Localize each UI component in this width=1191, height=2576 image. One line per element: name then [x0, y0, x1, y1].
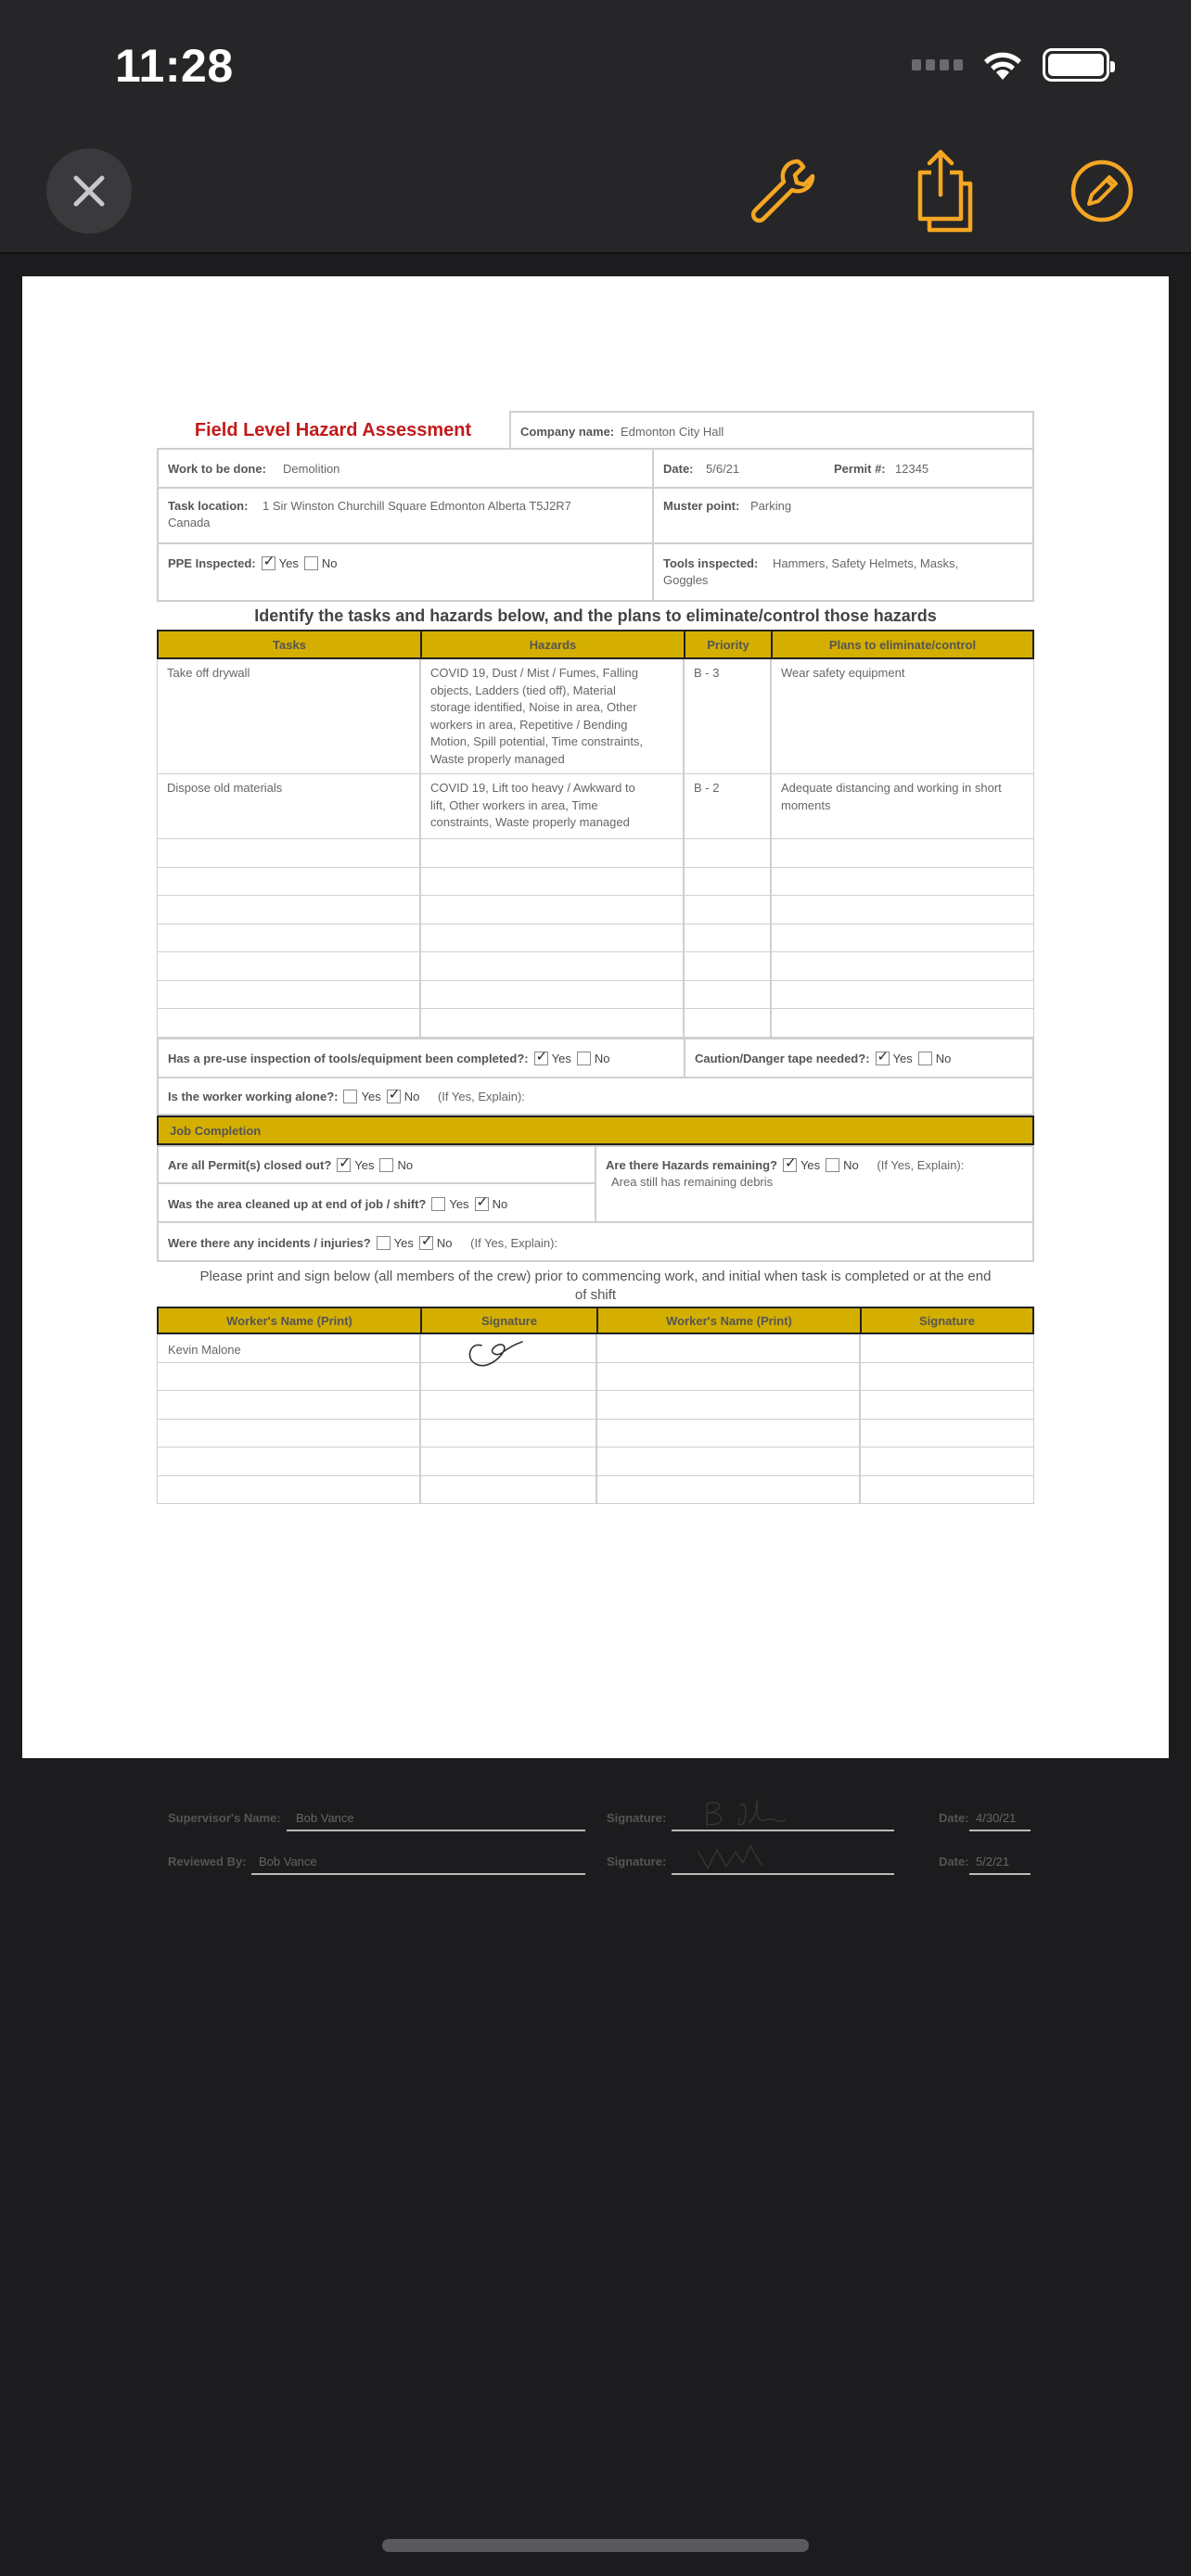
table-empty-cell — [420, 981, 684, 1010]
reviewed-signature — [695, 1843, 769, 1872]
task-location-value-2: Canada — [168, 516, 211, 529]
col-priority-header: Priority — [684, 630, 773, 659]
reviewed-label: Reviewed By: — [168, 1855, 247, 1868]
incidents-explain: (If Yes, Explain): — [470, 1236, 558, 1250]
wifi-icon — [981, 48, 1024, 82]
cleaned-yes-label: Yes — [449, 1197, 469, 1211]
table-empty-cell — [771, 981, 1034, 1010]
job-completion-header: Job Completion — [157, 1116, 1034, 1145]
hazards-remaining-label: Are there Hazards remaining? — [606, 1158, 777, 1172]
supervisor-date-line — [969, 1830, 1031, 1831]
muster-value: Parking — [750, 499, 792, 513]
col-tasks-header: Tasks — [157, 630, 422, 659]
tools-label: Tools inspected: — [663, 556, 759, 570]
document-page[interactable] — [22, 276, 1169, 1868]
worker-name: Kevin Malone — [168, 1343, 241, 1357]
hazard-line: objects, Ladders (tied off), Material — [430, 682, 616, 697]
table-empty-cell — [771, 896, 1034, 925]
worker-table-cell — [420, 1391, 596, 1420]
worker-table-cell — [596, 1420, 860, 1448]
supervisor-date: 4/30/21 — [976, 1811, 1017, 1825]
date-permit-cell — [652, 448, 1034, 489]
table-empty-cell — [157, 981, 420, 1010]
cleaned-label: Was the area cleaned up at end of job / shift? — [168, 1197, 427, 1211]
hazards-remaining-no-label: No — [843, 1158, 859, 1172]
alone-cell — [157, 1077, 1034, 1116]
edit-button[interactable] — [1061, 150, 1143, 232]
table-empty-cell — [684, 981, 771, 1010]
alone-explain: (If Yes, Explain): — [437, 1090, 525, 1103]
work-cell — [157, 448, 654, 489]
hazards-remaining-answer: Area still has remaining debris — [611, 1175, 774, 1189]
permits-cell — [157, 1145, 596, 1184]
cleaned-no-label: No — [492, 1197, 508, 1211]
hazards-remaining-explain: (If Yes, Explain): — [877, 1158, 965, 1172]
table-empty-cell — [420, 868, 684, 897]
reviewed-signature-label: Signature: — [607, 1855, 667, 1868]
incidents-yes-label: Yes — [393, 1236, 414, 1250]
task-location-label: Task location: — [168, 499, 249, 513]
caution-yes-checkbox[interactable] — [876, 1052, 890, 1065]
worker-table-cell — [860, 1334, 1034, 1363]
worker-signature — [463, 1338, 528, 1370]
table-cell-task: Dispose old materials — [157, 774, 420, 839]
caution-no-label: No — [935, 1052, 952, 1065]
hazard-line: storage identified, Noise in area, Other — [430, 700, 637, 714]
worker-name-header-2: Worker's Name (Print) — [596, 1307, 862, 1334]
markup-button[interactable] — [742, 150, 824, 232]
cleaned-cell — [157, 1182, 596, 1223]
table-cell-priority: B - 2 — [684, 774, 771, 839]
work-label: Work to be done: — [168, 462, 266, 476]
worker-table-cell — [596, 1476, 860, 1505]
reviewed-date-line — [969, 1873, 1031, 1875]
worker-table-cell — [596, 1363, 860, 1392]
muster-label: Muster point: — [663, 499, 740, 513]
wrench-icon — [746, 154, 820, 228]
battery-icon — [1043, 48, 1109, 82]
worker-table-cell — [420, 1476, 596, 1505]
pencil-circle-icon — [1069, 158, 1135, 224]
col-hazards-header: Hazards — [420, 630, 685, 659]
ppe-no-label: No — [321, 556, 338, 570]
table-empty-cell — [420, 839, 684, 868]
caution-row — [695, 1051, 951, 1067]
hazard-line: lift, Other workers in area, Time — [430, 797, 598, 812]
permits-yes-label: Yes — [354, 1158, 375, 1172]
alone-no-label: No — [403, 1090, 420, 1103]
permits-no-checkbox[interactable] — [379, 1158, 393, 1172]
table-empty-cell — [684, 868, 771, 897]
worker-table-cell — [157, 1420, 420, 1448]
worker-table-cell — [157, 1363, 420, 1392]
status-time: 11:28 — [115, 40, 234, 92]
caution-cell — [684, 1038, 1034, 1078]
table-empty-cell — [420, 925, 684, 953]
worker-table-cell — [596, 1391, 860, 1420]
incidents-cell — [157, 1221, 1034, 1262]
table-cell-hazards — [420, 659, 684, 774]
tools-cell — [652, 542, 1034, 602]
tools-value: Hammers, Safety Helmets, Masks, — [773, 556, 959, 570]
date-value: 5/6/21 — [706, 462, 740, 476]
worker-signature-header-2: Signature — [860, 1307, 1034, 1334]
ppe-label: PPE Inspected: — [168, 556, 256, 570]
preuse-yes-checkbox[interactable] — [534, 1052, 548, 1065]
supervisor-signature-line — [672, 1830, 894, 1831]
table-empty-cell — [157, 868, 420, 897]
permit-value: 12345 — [895, 462, 929, 476]
table-empty-cell — [771, 952, 1034, 981]
worker-table-cell — [860, 1391, 1034, 1420]
cleaned-row — [168, 1196, 507, 1213]
date-label: Date: — [663, 462, 694, 476]
ppe-row — [168, 555, 337, 572]
worker-table-cell — [157, 1391, 420, 1420]
plan-line: Wear safety equipment — [781, 666, 905, 680]
worker-table-cell — [860, 1363, 1034, 1392]
share-icon — [907, 147, 981, 236]
worker-table-cell — [420, 1447, 596, 1476]
table-empty-cell — [684, 925, 771, 953]
supervisor-label: Supervisor's Name: — [168, 1811, 281, 1825]
home-indicator[interactable] — [382, 2539, 809, 2552]
form-title: Field Level Hazard Assessment — [194, 419, 472, 440]
permits-yes-checkbox[interactable] — [337, 1158, 351, 1172]
plan-line: moments — [781, 797, 831, 812]
preuse-label: Has a pre-use inspection of tools/equipment been completed?: — [168, 1052, 529, 1065]
hazard-line: COVID 19, Lift too heavy / Awkward to — [430, 781, 635, 795]
close-button[interactable] — [46, 148, 132, 234]
supervisor-value: Bob Vance — [296, 1811, 354, 1825]
table-empty-cell — [684, 896, 771, 925]
table-empty-cell — [771, 925, 1034, 953]
hazard-line: workers in area, Repetitive / Bending — [430, 717, 628, 732]
alone-label: Is the worker working alone?: — [168, 1090, 339, 1103]
table-empty-cell — [157, 1009, 420, 1038]
reviewed-signature-line — [672, 1873, 894, 1875]
table-cell-hazards — [420, 774, 684, 839]
incidents-no-checkbox[interactable] — [419, 1236, 433, 1250]
task-location-value: 1 Sir Winston Churchill Square Edmonton Alberta T5J2R7 — [263, 499, 571, 513]
hazard-line: Waste properly managed — [430, 751, 565, 766]
table-empty-cell — [420, 896, 684, 925]
table-empty-cell — [157, 896, 420, 925]
preuse-cell — [157, 1038, 685, 1078]
table-empty-cell — [771, 839, 1034, 868]
table-cell-plan — [771, 659, 1034, 774]
permits-row — [168, 1157, 413, 1174]
incidents-label: Were there any incidents / injuries? — [168, 1236, 371, 1250]
worker-name-header: Worker's Name (Print) — [157, 1307, 422, 1334]
incidents-row — [168, 1235, 557, 1252]
worker-table-cell — [860, 1447, 1034, 1476]
alone-row — [168, 1089, 525, 1105]
sign-instructions: Please print and sign below (all members of the crew) prior to commencing work, and initial when task is completed or at the end — [199, 1269, 992, 1284]
preuse-yes-label: Yes — [551, 1052, 571, 1065]
status-icons — [912, 48, 1109, 82]
supervisor-signature-label: Signature: — [607, 1811, 667, 1825]
table-empty-cell — [684, 1009, 771, 1038]
caution-label: Caution/Danger tape needed?: — [695, 1052, 870, 1065]
hazards-heading: Identify the tasks and hazards below, and the plans to eliminate/control those hazards — [254, 606, 937, 625]
col-plans-header: Plans to eliminate/control — [771, 630, 1034, 659]
alone-yes-label: Yes — [361, 1090, 381, 1103]
reviewed-line — [251, 1873, 585, 1875]
supervisor-signature — [699, 1796, 792, 1830]
hazards-remaining-no-checkbox[interactable] — [826, 1158, 839, 1172]
company-value: Edmonton City Hall — [621, 425, 724, 439]
hazards-remaining-yes-checkbox[interactable] — [783, 1158, 797, 1172]
caution-no-checkbox[interactable] — [918, 1052, 932, 1065]
cellular-signal-icon — [912, 59, 963, 70]
table-cell-task: Take off drywall — [157, 659, 420, 774]
ppe-cell — [157, 542, 654, 602]
hazards-remaining-yes-label: Yes — [800, 1158, 821, 1172]
worker-table-cell — [596, 1447, 860, 1476]
worker-table-cell — [157, 1476, 420, 1505]
hazard-line: COVID 19, Dust / Mist / Fumes, Falling — [430, 666, 638, 680]
alone-no-checkbox[interactable] — [387, 1090, 401, 1103]
table-empty-cell — [420, 1009, 684, 1038]
alone-yes-checkbox[interactable] — [343, 1090, 357, 1103]
reviewed-date: 5/2/21 — [976, 1855, 1010, 1868]
incidents-yes-checkbox[interactable] — [377, 1236, 391, 1250]
incidents-no-label: No — [436, 1236, 453, 1250]
cleaned-yes-checkbox[interactable] — [431, 1197, 445, 1211]
preuse-row — [168, 1051, 609, 1067]
preuse-no-checkbox[interactable] — [577, 1052, 591, 1065]
tools-value-2: Goggles — [663, 573, 709, 587]
worker-table-cell — [860, 1420, 1034, 1448]
hazards-remaining-row — [606, 1157, 964, 1174]
plan-line: Adequate distancing and working in short — [781, 781, 1002, 795]
worker-signature-header: Signature — [420, 1307, 598, 1334]
worker-table-cell — [596, 1334, 860, 1363]
supervisor-date-label: Date: — [939, 1811, 969, 1825]
supervisor-line — [287, 1830, 585, 1831]
worker-table-cell — [420, 1420, 596, 1448]
company-cell — [509, 411, 1034, 450]
preuse-no-label: No — [594, 1052, 610, 1065]
cleaned-no-checkbox[interactable] — [475, 1197, 489, 1211]
hazards-remaining-cell — [595, 1145, 1034, 1223]
hazard-line: constraints, Waste properly managed — [430, 815, 630, 829]
ppe-no-checkbox[interactable] — [304, 556, 318, 570]
permits-no-label: No — [397, 1158, 414, 1172]
table-empty-cell — [684, 839, 771, 868]
table-cell-priority: B - 3 — [684, 659, 771, 774]
table-cell-plan — [771, 774, 1034, 839]
table-empty-cell — [684, 952, 771, 981]
status-bar — [0, 0, 1191, 130]
company-label: Company name: — [520, 425, 615, 439]
caution-yes-label: Yes — [892, 1052, 913, 1065]
worker-table-cell — [860, 1476, 1034, 1505]
ppe-yes-label: Yes — [278, 556, 299, 570]
table-empty-cell — [420, 952, 684, 981]
task-location-cell — [157, 487, 654, 544]
table-empty-cell — [771, 1009, 1034, 1038]
sign-instructions-2: of shift — [574, 1287, 617, 1303]
xmark-icon — [70, 172, 108, 210]
worker-table-cell — [157, 1447, 420, 1476]
reviewed-value: Bob Vance — [259, 1855, 317, 1868]
share-button[interactable] — [903, 150, 985, 232]
table-empty-cell — [157, 952, 420, 981]
table-empty-cell — [771, 868, 1034, 897]
work-value: Demolition — [283, 462, 340, 476]
reviewed-date-label: Date: — [939, 1855, 969, 1868]
muster-cell — [652, 487, 1034, 544]
permits-label: Are all Permit(s) closed out? — [168, 1158, 332, 1172]
ppe-yes-checkbox[interactable] — [262, 556, 275, 570]
table-empty-cell — [157, 839, 420, 868]
table-empty-cell — [157, 925, 420, 953]
viewer-toolbar — [0, 130, 1191, 254]
hazard-line: Motion, Spill potential, Time constraints, — [430, 734, 644, 748]
permit-label: Permit #: — [834, 462, 886, 476]
